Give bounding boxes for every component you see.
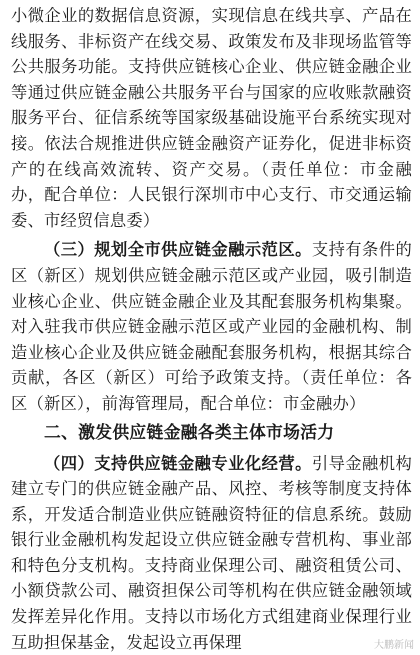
watermark: 大鹏新闻 (374, 640, 414, 652)
paragraph-demonstration-zone (11, 237, 412, 416)
paragraph-platform-services: 小微企业的数据信息资源，实现信息在线共享、产品在线服务、非标资产在线交易、政策发布及非现场监管等公共服务功能。支持供应链核心企业、供应链金融企业等通过供应链金融公共服务平台与国家的应收账款融资服务平台、征信系统等国家级基础设施平台系统实现对接。依法合规推进供应链金融资产证券化，促进非标资产的在线高效流转、资产交易。（责任单位：市金融办，配合单位：人民银行深圳市中心支行、市交通运输委、市经贸信息委） (11, 3, 412, 233)
section-heading: 二、激发供应链金融各类主体市场活力 (11, 420, 412, 445)
clause-3-lead: （三）规划全市供应链金融示范区。 (44, 240, 312, 259)
clause-4-body: 引导金融机构建立专门的供应链金融产品、风控、考核等制度支持体系，开发适合制造业供应链融资特征的信息系统。鼓励银行业金融机构发起设立供应链金融专营机构、事业部和特色分支机构。支持商业保理公司、融资租赁公司、小额贷款公司、融资担保公司等机构在供应链金融领域发挥差异化作用。支持以市场化方式组建商业保理行业互助担保基金，发起设立再保理 (11, 454, 412, 652)
clause-4-lead: （四）支持供应链金融专业化经营。 (44, 454, 312, 473)
clause-3-body: 支持有条件的区（新区）规划供应链金融示范区或产业园，吸引制造业核心企业、供应链金融企业及其配套服务机构集聚。对入驻我市供应链金融示范区或产业园的金融机构、制造业核心企业及供应链金融配套服务机构，根据其综合贡献，各区（新区）可给予政策支持。（责任单位：各区（新区），前海管理局，配合单位：市金融办） (11, 240, 412, 413)
paragraph-professional-operation (11, 451, 412, 655)
